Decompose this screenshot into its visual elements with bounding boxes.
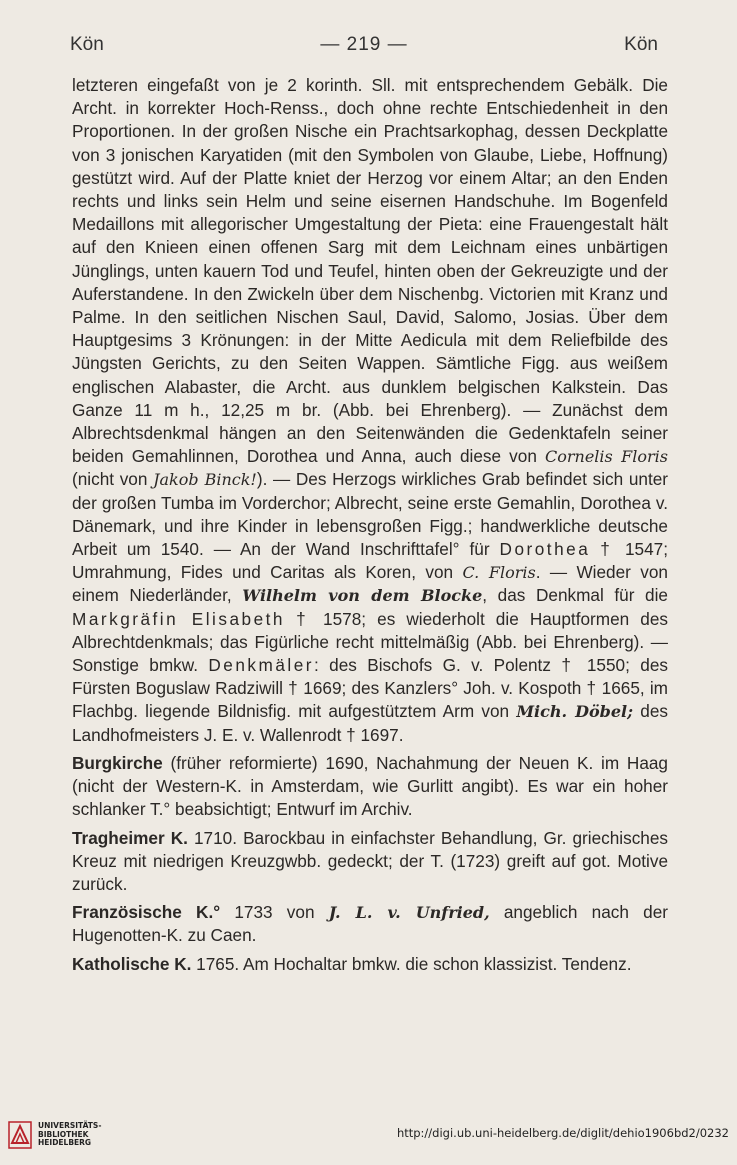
entry-text: angeblich nach der Hugenotten-K. zu Caen. [72, 902, 668, 946]
text-run: letzteren eingefaßt von je 2 korinth. Sll. mit entsprechendem Gebälk. Die Archt. in korrekter Hoch-Renss., doch ohne rechte Entschiedenheit in den Proportionen. In der großen Nische ein Prachtsarkophag, dessen Deckplatte von 3 jonischen Karyatiden (mit den Symbolen von Glaube, Liebe, Hoffnung) gestützt wird. Auf der Platte kniet der Herzog vor einem Altar; an den Enden rechts und links sein Helm und seine eisernen Handschuhe. Im Bogenfeld Medaillons mit allegorischer Umgestaltung der Pieta: eine Frauengestalt hält auf den Knieen einen offenen Sarg mit dem Leichnam eines unbärtigen Jünglings, unten kauern Tod und Teufel, hinten oben der Gekreuzigte und der Auferstandene. In den Zwickeln über dem Nischenbg. Victorien mit Kranz und Palme. In den seitlichen Nischen Saul, David, Salomo, Josias. Über dem Hauptgesims 3 Krönungen: in der Mitte Aedicula mit dem Reliefbilde des Jüngsten Gerichts, zu den Seiten Wappen. Sämtliche Figg. aus weißem englischen Alabaster, die Archt. aus dunklem belgischen Kalkstein. Das Ganze 11 m h., 12,25 m br. (Abb. bei Ehrenberg). — Zunächst dem Albrechtsdenkmal hängen an den Seitenwänden die Gedenktafeln seiner beiden Gemahlinnen, Dorothea und Anna, auch diese von [72, 75, 668, 467]
artist-name: C. Floris [462, 563, 536, 583]
entry-text: 1765. Am Hochaltar bmkw. die schon klassizist. Tendenz. [191, 953, 632, 974]
digitization-footer [0, 1113, 737, 1153]
text-run: , das Denkmal für die [482, 585, 668, 606]
entry-keyword: Tragheimer K. [72, 827, 188, 848]
text-run: † 1547; Umrahmung, Fides und Caritas als Koren, von [72, 539, 668, 583]
spaced-name: Dorothea [499, 539, 591, 560]
artist-name: Wilhelm von dem Blocke [242, 586, 483, 606]
entry-text: 1710. Barockbau in einfachster Behandlung, Gr. griechisches Kreuz mit niedrigen Kreuzgwbb. gedeckt; der T. (1723) greift auf got. Motive zurück. [72, 827, 668, 894]
source-url-link[interactable]: http://digi.ub.uni-heidelberg.de/diglit/dehio1906bd2/0232 [396, 1126, 729, 1140]
body-text [72, 74, 668, 976]
text-run: (nicht von [72, 469, 154, 490]
spaced-name: Markgräfin Elisabeth [72, 608, 285, 629]
entry-text: 1733 von [220, 902, 329, 923]
text-run: . — Wieder von einem Niederländer, [72, 562, 668, 606]
entry-keyword: Französische K.° [72, 902, 221, 923]
library-line: HEIDELBERG [38, 1138, 92, 1147]
entry-franzoesische [72, 901, 668, 947]
library-line: UNIVERSITÄTS- [38, 1121, 102, 1130]
entry-text: (früher reformierte) 1690, Nachahmung der Neuen K. im Haag (nicht der Western-K. in Amsterdam, wie Gurlitt angibt). Es war ein hoher schlanker T.° beabsichtigt; Entwurf im Archiv. [72, 752, 668, 820]
header-left: Kön [70, 34, 104, 55]
artist-name: Cornelis Floris [545, 447, 668, 467]
artist-name: Mich. Döbel; [516, 702, 634, 722]
text-run: ). — Des Herzogs wirkliches Grab befindet sich unter der großen Tumba im Vorderchor; Albrecht, seine erste Gemahlin, Dorothea v. Dänemark, und ihre Kinder in lebensgroßen Figg.; handwerkliche deutsche Arbeit um 1540. — An der Wand Inschrifttafel° für [72, 469, 669, 560]
library-crest-icon [8, 1121, 32, 1149]
entry-tragheimer [72, 827, 668, 897]
entry-keyword: Katholische K. [72, 953, 192, 974]
text-run: † 1578; es wiederholt die Hauptformen des Albrechtdenkmals; das Figürliche recht mittelmäßig (Abb. bei Ehrenberg). — Sonstige bmkw. [72, 608, 668, 676]
text-run: des Landhofmeisters J. E. v. Wallenrodt † 1697. [72, 701, 668, 745]
paragraph-albrecht-monument [72, 74, 668, 747]
library-line: BIBLIOTHEK [38, 1129, 89, 1139]
spaced-term: Denkmäler [208, 655, 314, 676]
header-right: Kön [624, 34, 658, 55]
entry-katholische [72, 953, 668, 976]
entry-keyword: Burgkirche [72, 752, 163, 773]
page-number: — 219 — [320, 34, 408, 55]
artist-name: Jakob Binck! [153, 470, 257, 490]
running-header [70, 34, 658, 56]
entry-burgkirche [72, 752, 668, 822]
library-name [38, 1122, 101, 1148]
artist-name: J. L. v. Unfried, [328, 903, 490, 923]
text-run: : des Bischofs G. v. Polentz † 1550; des Fürsten Boguslaw Radziwill † 1669; des Kanzlers° Joh. v. Kospoth † 1665, im Flachbg. liegende Bildnisfig. mit aufgestütztem Arm von [72, 655, 668, 722]
